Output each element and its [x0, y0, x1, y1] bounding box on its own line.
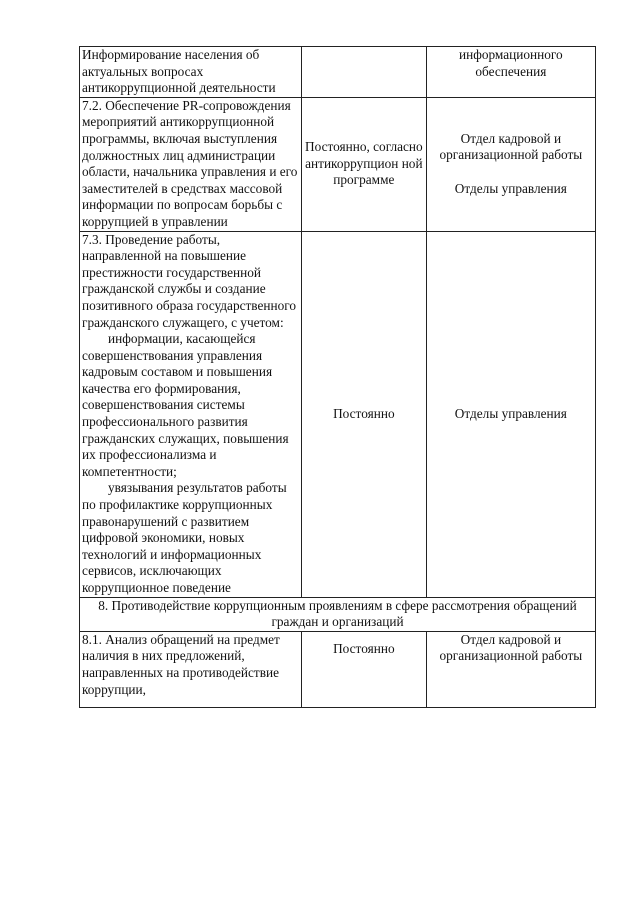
- row-7-2-responsible: [426, 97, 595, 231]
- row-informing-term: [302, 47, 427, 98]
- row-7-3-term: Постоянно: [302, 231, 427, 597]
- table-row-section-8: [80, 597, 596, 631]
- row-7-2-responsible-hr: Отдел кадровой и организационной работы: [439, 130, 583, 163]
- table-row-7-3: [80, 231, 596, 597]
- table-row-8-1: [80, 631, 596, 707]
- anti-corruption-plan-table: [79, 46, 596, 708]
- table-row-informing: [80, 47, 596, 98]
- row-8-1-responsible: Отдел кадровой и организационной работы: [426, 631, 595, 707]
- row-8-1-term: Постоянно: [302, 631, 427, 707]
- row-7-2-task: 7.2. Обеспечение PR-сопровождения мероприятий антикоррупционной программы, включая выступления должностных лиц администрации области, начальника управления и его заместителей в средствах массовой информации по вопросам борьбы с коррупцией в управлении: [80, 97, 302, 231]
- row-7-3-item-2: увязывания результатов работы по профилактике коррупционных правонарушений с развитием цифровой экономики, новых технологий и информационных сервисов, исключающих коррупционное поведение: [82, 480, 287, 595]
- row-7-3-task: [80, 231, 302, 597]
- row-informing-task: Информирование населения об актуальных вопросах антикоррупционной деятельности: [80, 47, 302, 98]
- row-7-2-term: Постоянно, согласно антикоррупцион ной программе: [302, 97, 427, 231]
- row-informing-responsible: информационного обеспечения: [426, 47, 595, 98]
- table-row-7-2: [80, 97, 596, 231]
- section-8-heading: 8. Противодействие коррупционным проявлениям в сфере рассмотрения обращений граждан и организаций: [80, 597, 596, 631]
- row-7-2-responsible-departments: Отделы управления: [454, 180, 567, 196]
- row-8-1-task: 8.1. Анализ обращений на предмет наличия в них предложений, направленных на противодействие коррупции,: [80, 631, 302, 707]
- row-7-3-intro: 7.3. Проведение работы, направленной на повышение престижности государственной гражданской службы и создание позитивного образа государственного гражданского служащего, с учетом:: [82, 231, 297, 330]
- row-7-3-item-1: информации, касающейся совершенствования управления кадровым составом и повышения качества его формирования, совершенствования системы профессионального развития гражданских служащих, повышения их профессионализма и компетентности;: [82, 331, 289, 479]
- row-7-3-responsible: Отделы управления: [426, 231, 595, 597]
